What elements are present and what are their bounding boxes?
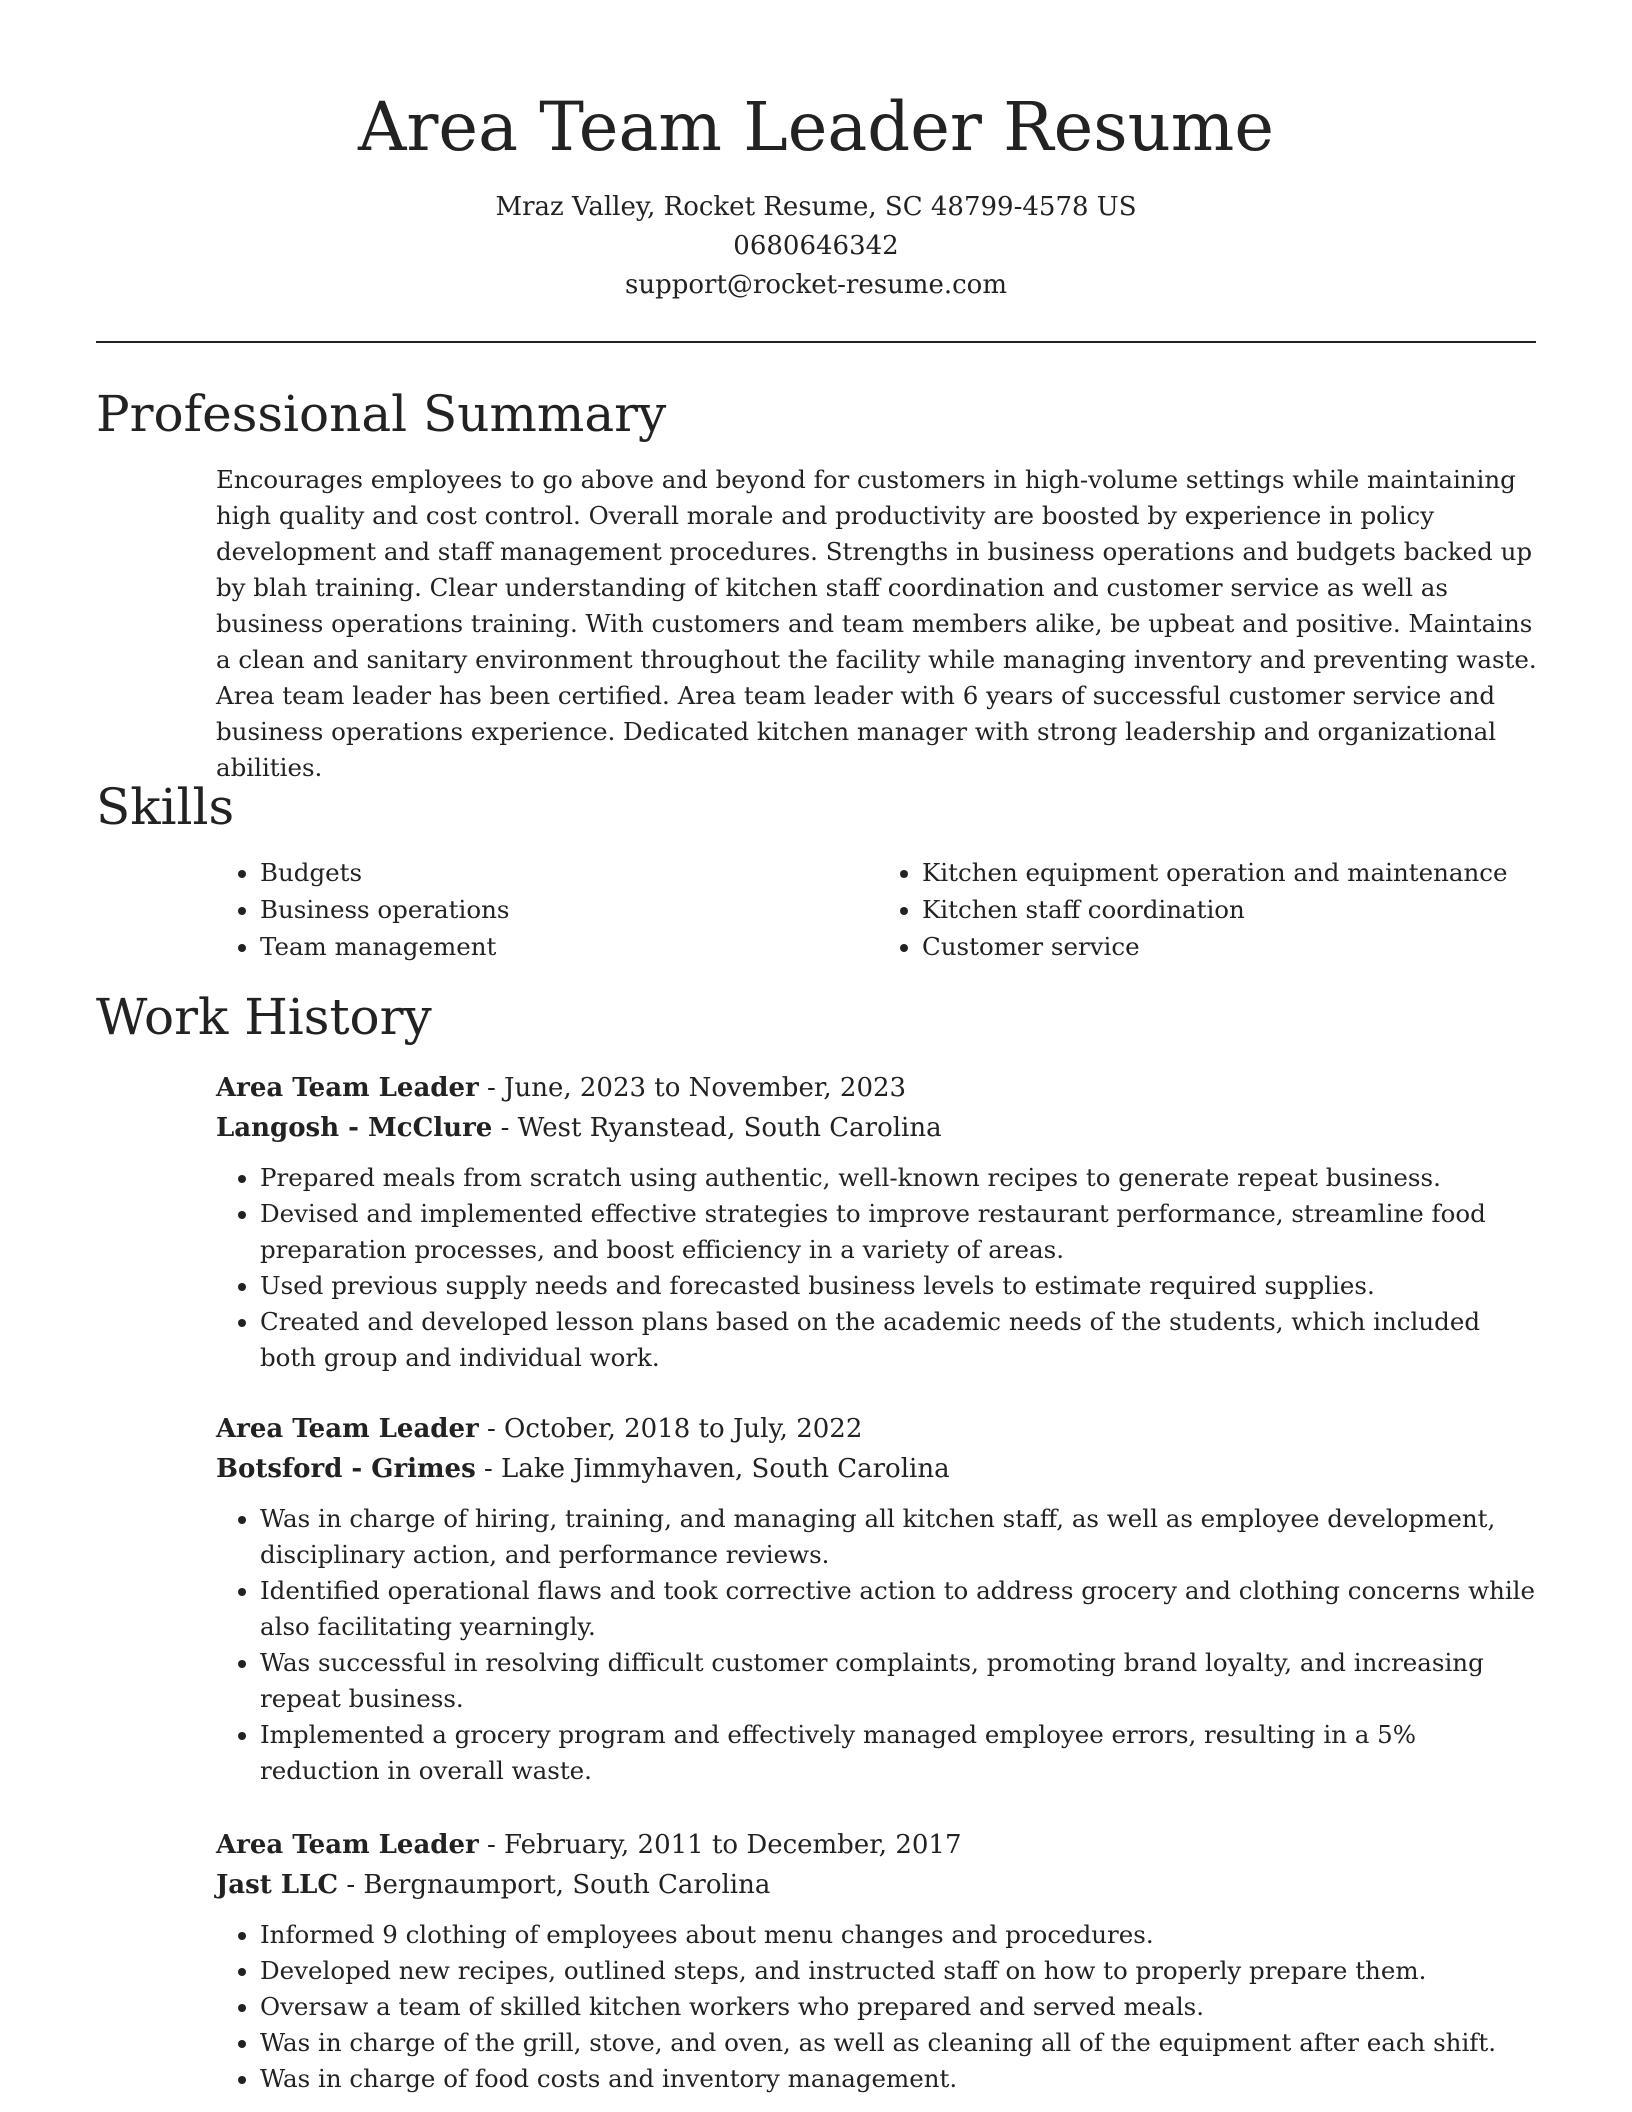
job-company: Botsford - Grimes — [216, 1454, 476, 1484]
job-dates: - October, 2018 to July, 2022 — [478, 1414, 863, 1444]
skill-item: • Budgets — [260, 854, 878, 891]
job-bullet: • Implemented a grocery program and effectively managed employee errors, resulting in a 5% reduction in overall waste. — [260, 1717, 1540, 1789]
address-line: Mraz Valley, Rocket Resume, SC 48799-4578 US — [495, 192, 1137, 222]
skills-heading: Skills — [96, 778, 235, 836]
job-role: Area Team Leader — [216, 1414, 479, 1444]
skill-item: • Business operations — [260, 891, 878, 928]
job-bullet: • Was in charge of the grill, stove, and oven, as well as cleaning all of the equipment after each shift. — [260, 2025, 1540, 2061]
job-role: Area Team Leader — [216, 1073, 479, 1103]
job-bullet: • Devised and implemented effective strategies to improve restaurant performance, streamline food preparation processes, and boost efficiency in a variety of areas. — [260, 1196, 1540, 1268]
summary-text: Encourages employees to go above and beyond for customers in high-volume settings while maintaining high quality and cost control. Overall morale and productivity are boosted by experience in policy development and staff management procedures. Strengths in business operations and budgets backed up by blah training. Clear understanding of kitchen staff coordination and customer service as well as business operations training. With customers and team members alike, be upbeat and positive. Maintains a clean and sanitary environment throughout the facility while managing inventory and preventing waste. Area team leader has been certified. Area team leader with 6 years of successful customer service and business operations experience. Dedicated kitchen manager with strong leadership and organizational abilities. — [216, 465, 1537, 782]
job-company-line — [216, 1865, 1540, 1905]
skill-item: • Kitchen equipment operation and maintenance — [922, 854, 1540, 891]
summary-heading: Professional Summary — [96, 385, 667, 443]
job-bullets — [216, 1160, 1540, 1376]
job-entry — [216, 1409, 1540, 1789]
skill-item: • Customer service — [922, 928, 1540, 965]
job-bullet: • Used previous supply needs and forecasted business levels to estimate required supplies. — [260, 1268, 1540, 1304]
job-bullet: • Oversaw a team of skilled kitchen workers who prepared and served meals. — [260, 1989, 1540, 2025]
job-bullets — [216, 1917, 1540, 2097]
work-history-heading: Work History — [96, 988, 432, 1046]
job-dates: - February, 2011 to December, 2017 — [478, 1830, 962, 1860]
header-divider — [96, 341, 1536, 343]
job-title-line — [216, 1825, 1540, 1865]
skill-item: • Kitchen staff coordination — [922, 891, 1540, 928]
job-company-line — [216, 1108, 1540, 1148]
job-bullet: • Was successful in resolving difficult customer complaints, promoting brand loyalty, and increasing repeat business. — [260, 1645, 1540, 1717]
job-location: - Lake Jimmyhaven, South Carolina — [475, 1454, 950, 1484]
job-company: Jast LLC — [216, 1870, 339, 1900]
email-line: support@rocket-resume.com — [624, 270, 1007, 300]
job-entry — [216, 1068, 1540, 1376]
job-bullet: • Was in charge of hiring, training, and managing all kitchen staff, as well as employee development, disciplinary action, and performance reviews. — [260, 1501, 1540, 1573]
job-bullet: • Identified operational flaws and took corrective action to address grocery and clothing concerns while also facilitating yearningly. — [260, 1573, 1540, 1645]
skills-column-left — [216, 854, 878, 965]
job-bullet: • Developed new recipes, outlined steps, and instructed staff on how to properly prepare them. — [260, 1953, 1540, 1989]
job-bullet: • Informed 9 clothing of employees about menu changes and procedures. — [260, 1917, 1540, 1953]
skills-grid — [216, 854, 1540, 965]
skills-column-right — [878, 854, 1540, 965]
job-location: - Bergnaumport, South Carolina — [338, 1870, 771, 1900]
resume-header — [0, 0, 1632, 305]
phone-line: 0680646342 — [733, 231, 899, 261]
resume-title: Area Team Leader Resume — [358, 88, 1274, 166]
job-title-line — [216, 1409, 1540, 1449]
job-bullet: • Prepared meals from scratch using authentic, well-known recipes to generate repeat business. — [260, 1160, 1540, 1196]
job-location: - West Ryanstead, South Carolina — [492, 1113, 942, 1143]
job-company-line — [216, 1449, 1540, 1489]
contact-block — [0, 188, 1632, 305]
job-role: Area Team Leader — [216, 1830, 479, 1860]
job-dates: - June, 2023 to November, 2023 — [478, 1073, 907, 1103]
job-bullet: • Was in charge of food costs and inventory management. — [260, 2061, 1540, 2097]
job-entry — [216, 1825, 1540, 2097]
job-title-line — [216, 1068, 1540, 1108]
skill-item: • Team management — [260, 928, 878, 965]
job-bullet: • Created and developed lesson plans based on the academic needs of the students, which included both group and individual work. — [260, 1304, 1540, 1376]
job-company: Langosh - McClure — [216, 1113, 493, 1143]
job-bullets — [216, 1501, 1540, 1789]
